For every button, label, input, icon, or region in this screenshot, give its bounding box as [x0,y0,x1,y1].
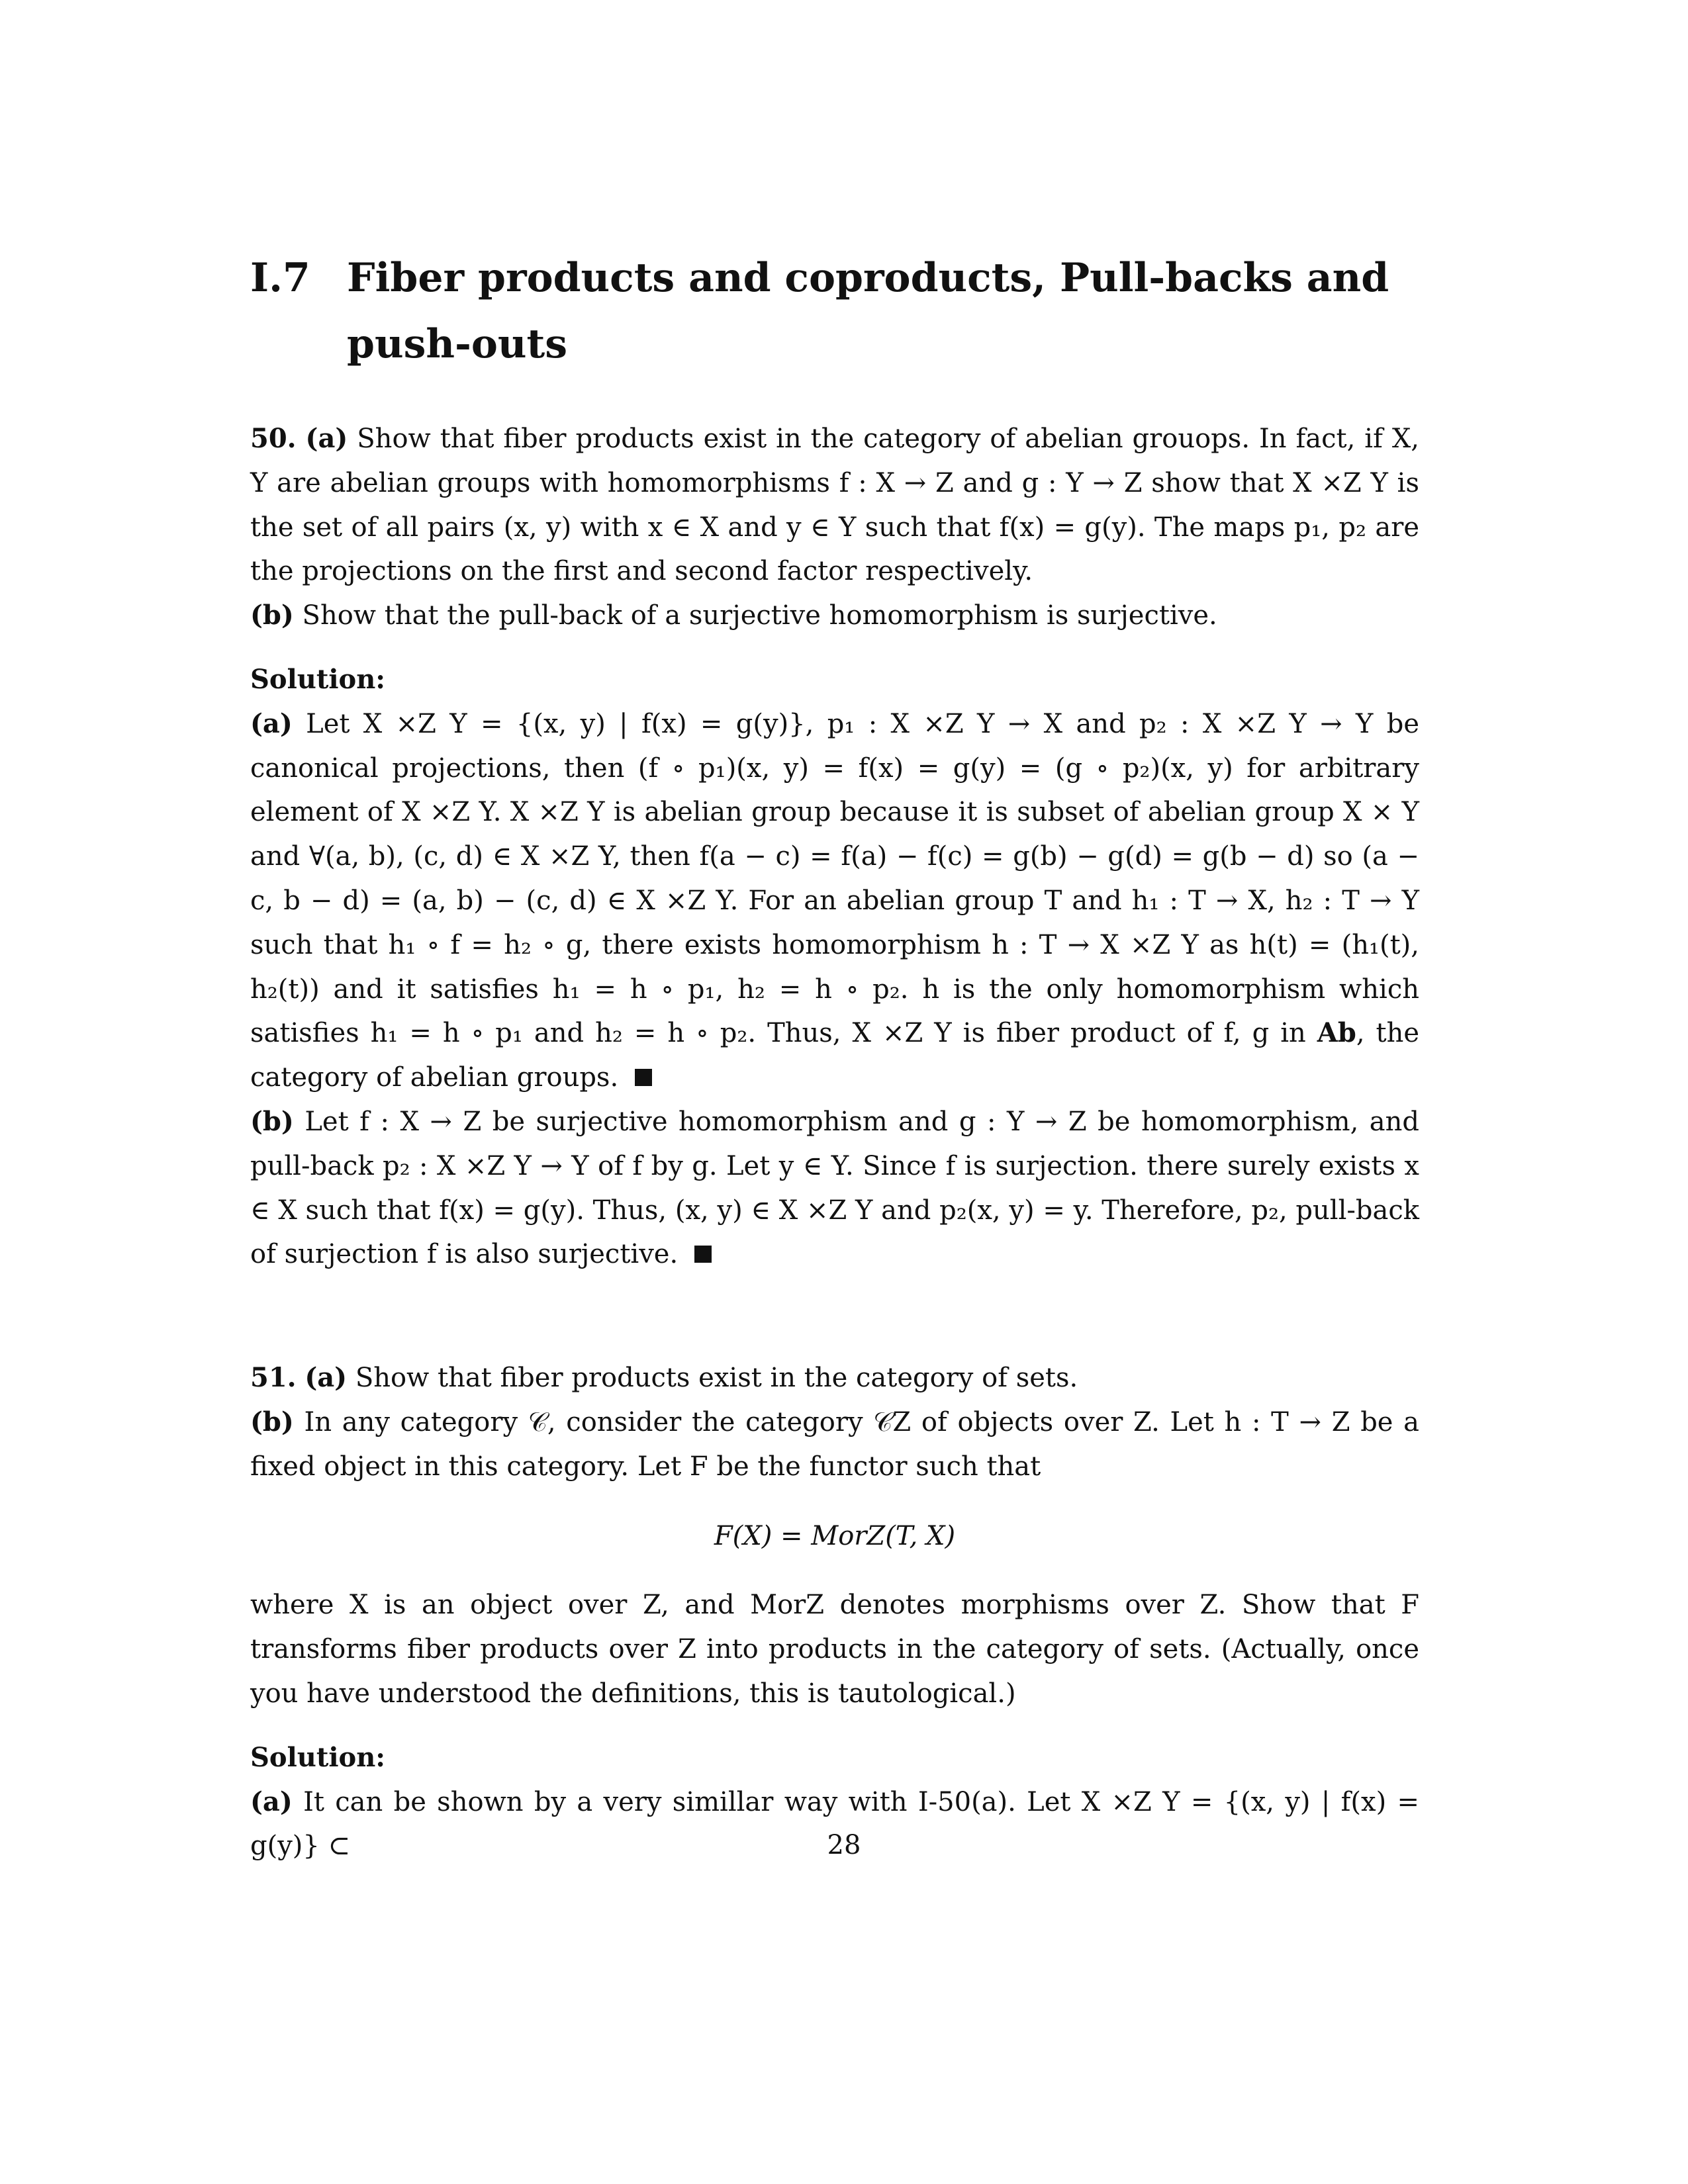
part-label: (a) [305,1362,348,1394]
page-body [250,245,1419,1868]
section-heading [250,245,1419,377]
problem-50-part-b [250,594,1419,638]
problem-51-continuation: where X is an object over Z, and MorZ denotes morphisms over Z. Show that F transforms fiber products over Z into products in the category of sets. (Actually, once you have understood the definitions, this is tautological.) [250,1590,1419,1709]
qed-square-icon [694,1246,712,1263]
part-label: (a) [250,707,293,739]
part-label: (b) [250,1105,294,1137]
qed-square-icon [635,1069,652,1086]
problem-number: 50. [250,423,297,454]
problem-text: Show that fiber products exist in the category of abelian grouops. In fact, if X, Y are abelian groups with homomorphisms f : X → Z and g : Y → Z show that X ×Z Y is the set of all pairs (x, y) with x ∈ X and y ∈ Y such that f(x) = g(y). The maps p₁, p₂ are the projections on the first and second factor respectively. [250,424,1420,587]
section-title: Fiber products and coproducts, Pull-backs and push-outs [347,255,1389,367]
solution-50-part-b [250,1100,1419,1277]
solution-text: It can be shown by a very simillar way with I-50(a). Let X ×Z Y = {(x, y) | f(x) = g(y)} ⊂ [250,1786,1420,1862]
page-number: 28 [827,1830,861,1860]
category-name: Ab [1317,1017,1356,1049]
part-label: (b) [250,600,294,631]
problem-51-part-a [250,1356,1419,1400]
display-equation: F(X) = MorZ(T, X) [714,1520,956,1551]
problem-number: 51. [250,1362,297,1394]
problem-51-part-b [250,1400,1419,1489]
solution-text-tail: , the category of abelian groups. [250,1018,1420,1093]
solution-heading: Solution: [250,1741,386,1773]
solution-heading: Solution: [250,663,386,695]
part-label: (a) [305,423,348,454]
problem-text: In any category 𝒞, consider the category 𝒞Z of objects over Z. Let h : T → Z be a fixed object in this category. Let F be the functor such that [250,1406,1419,1482]
problem-50-part-a [250,417,1419,594]
part-label: (a) [250,1786,293,1817]
solution-50-part-a [250,702,1419,1100]
part-label: (b) [250,1406,294,1437]
solution-text: Let f : X → Z be surjective homomorphism and g : Y → Z be homomorphism, and pull-back p₂ : X ×Z Y → Y of f by g. Let y ∈ Y. Since f is surjection. there surely exists x ∈ X such that f(x) = g(y). Thus, (x, y) ∈ X ×Z Y and p₂(x, y) = y. Therefore, p₂, pull-back of surjection f is also surjective. [250,1106,1420,1270]
problem-text: Show that fiber products exist in the category of sets. [355,1363,1078,1394]
problem-text: Show that the pull-back of a surjective homomorphism is surjective. [302,600,1217,631]
solution-text: Let X ×Z Y = {(x, y) | f(x) = g(y)}, p₁ : X ×Z Y → X and p₂ : X ×Z Y → Y be canonical projections, then (f ∘ p₁)(x, y) = f(x) = g(y) = (g ∘ p₂)(x, y) for arbitrary element of X ×Z Y. X ×Z Y is abelian group because it is subset of abelian group X × Y and ∀(a, b), (c, d) ∈ X ×Z Y, then f(a − c) = f(a) − f(c) = g(b) − g(d) = g(b − d) so (a − c, b − d) = (a, b) − (c, d) ∈ X ×Z Y. For an abelian group T and h₁ : T → X, h₂ : T → Y such that h₁ ∘ f = h₂ ∘ g, there exists homomorphism h : T → X ×Z Y as h(t) = (h₁(t), h₂(t)) and it satisfies h₁ = h ∘ p₁, h₂ = h ∘ p₂. h is the only homomorphism which satisfies h₁ = h ∘ p₁ and h₂ = h ∘ p₂. Thus, X ×Z Y is fiber product of f, g in [250,708,1419,1049]
section-number: I.7 [250,255,310,301]
